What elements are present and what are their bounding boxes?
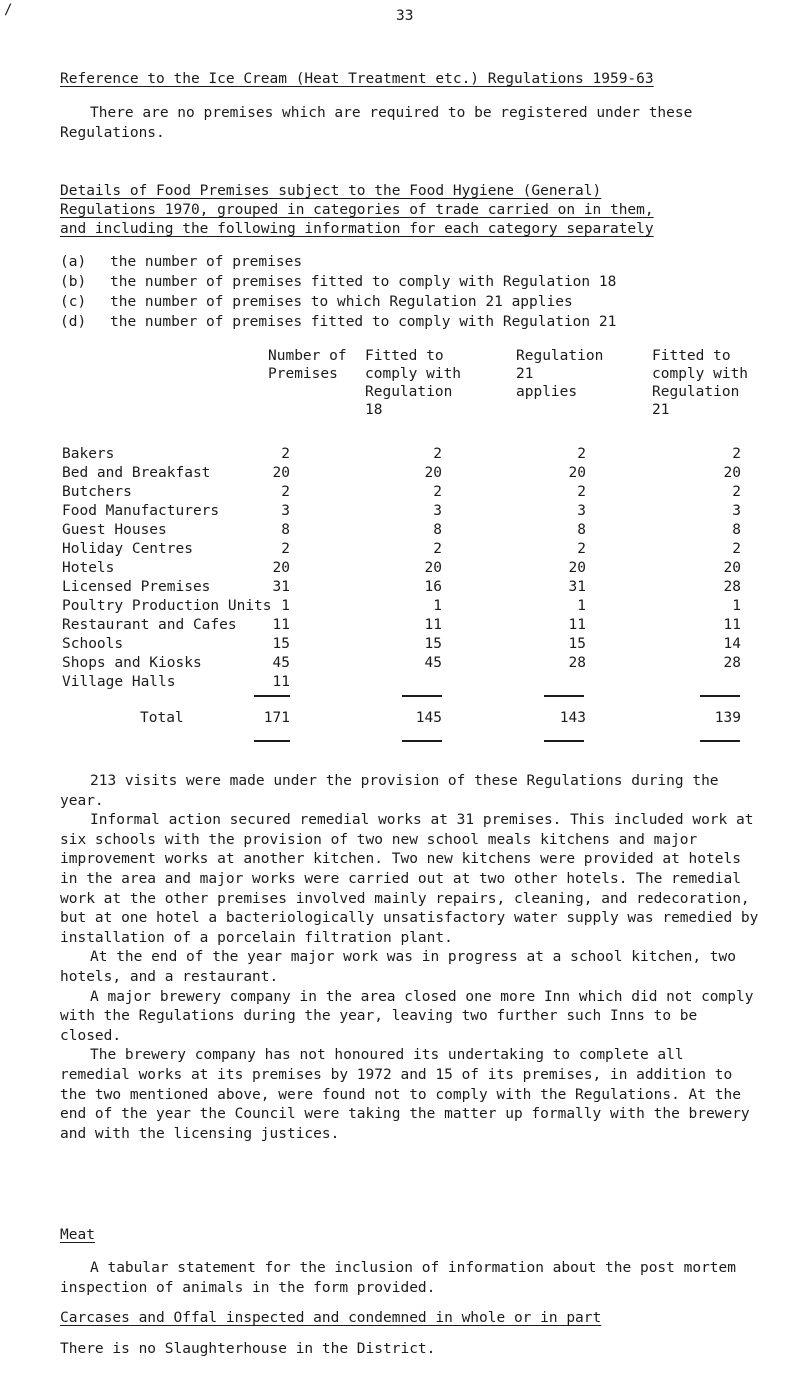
- row-category: Poultry Production Units: [62, 598, 272, 614]
- corner-mark: /: [4, 2, 13, 18]
- cell-reg21-fitted: 8: [732, 522, 741, 538]
- row-category: Hotels: [62, 560, 115, 576]
- food-hygiene-heading-line-1: Details of Food Premises subject to the Food Hygiene (General): [60, 183, 602, 199]
- carcases-text: There is no Slaughterhouse in the District.: [60, 1341, 436, 1357]
- total-label: Total: [140, 710, 184, 726]
- meat-paragraph: A tabular statement for the inclusion of information about the post mortem inspection of animals in the form provided.: [60, 1260, 737, 1296]
- cell-reg21-applies: 31: [568, 579, 586, 595]
- cell-reg18: 1: [433, 598, 442, 614]
- header-line: Regulation: [365, 384, 453, 400]
- cell-reg18: 20: [424, 560, 442, 576]
- cell-reg21-fitted: 2: [732, 541, 741, 557]
- cell-reg21-fitted: 20: [723, 465, 741, 481]
- criterion-a-letter: (a): [60, 254, 87, 270]
- header-line: applies: [516, 384, 578, 400]
- header-reg18: [365, 347, 461, 419]
- cell-reg21-applies: 2: [577, 446, 586, 462]
- cell-reg21-applies: 2: [577, 541, 586, 557]
- criterion-a-text: the number of premises: [110, 254, 303, 270]
- row-category: Village Halls: [62, 674, 176, 690]
- cell-reg21-applies: 11: [568, 617, 586, 633]
- cell-reg21-applies: 1: [577, 598, 586, 614]
- paragraph-brewery-closure: A major brewery company in the area closed one more Inn which did not comply with the Regulations during the year, leaving two further such Inns to be closed.: [60, 988, 754, 1044]
- bottom-rule-reg18: [402, 740, 442, 742]
- cell-reg18: 45: [424, 655, 442, 671]
- header-line: 21: [516, 366, 534, 382]
- cell-premises: 15: [272, 636, 290, 652]
- cell-premises: 11: [272, 617, 290, 633]
- total-reg21-fitted: 139: [714, 710, 741, 726]
- food-hygiene-heading-line-2: Regulations 1970, grouped in categories of trade carried on in them,: [60, 202, 654, 218]
- header-line: Fitted to: [652, 348, 731, 364]
- header-premises: [268, 347, 347, 383]
- cell-reg21-fitted: 28: [723, 655, 741, 671]
- cell-reg18: 8: [433, 522, 442, 538]
- ice-cream-text: [60, 104, 760, 143]
- header-line: Fitted to: [365, 348, 444, 364]
- criterion-b-text: the number of premises fitted to comply with Regulation 18: [110, 274, 617, 290]
- cell-reg21-fitted: 11: [723, 617, 741, 633]
- criterion-b-letter: (b): [60, 274, 87, 290]
- row-category: Bakers: [62, 446, 115, 462]
- cell-reg21-fitted: 20: [723, 560, 741, 576]
- ice-cream-paragraph: There are no premises which are required to be registered under these Regulations.: [60, 105, 693, 141]
- total-rule-reg21-applies: [544, 695, 584, 697]
- criterion-c-text: the number of premises to which Regulation 21 applies: [110, 294, 573, 310]
- cell-premises: 11: [272, 674, 290, 690]
- cell-premises: 20: [272, 560, 290, 576]
- row-category: Food Manufacturers: [62, 503, 220, 519]
- cell-reg21-applies: 8: [577, 522, 586, 538]
- row-category: Holiday Centres: [62, 541, 193, 557]
- cell-premises: 31: [272, 579, 290, 595]
- cell-reg18: 11: [424, 617, 442, 633]
- header-reg21-applies: [516, 347, 603, 401]
- cell-reg21-fitted: 2: [732, 446, 741, 462]
- cell-reg18: 15: [424, 636, 442, 652]
- cell-premises: 2: [281, 484, 290, 500]
- paragraph-brewery-undertaking: The brewery company has not honoured its undertaking to complete all remedial works at its premises by 1972 and 15 of its premises, in addition to the two mentioned above, were found not to comply with the Regulations. At the end of the year the Council were taking the matter up formally with the brewery and with the licensing justices.: [60, 1047, 750, 1142]
- paragraph-informal-action: Informal action secured remedial works at 31 premises. This included work at six schools with the provision of two new school meals kitchens and major improvement works at another kitchen. Two new kitchens were provided at hotels in the area and major works were carried out at two other hotels. The remedial work at the other premises involved mainly repairs, cleaning, and redecoration, but at one hotel a bacteriologically unsatisfactory water supply was remedied by installation of a porcelain filtration plant.: [60, 812, 759, 946]
- cell-reg21-applies: 15: [568, 636, 586, 652]
- cell-reg18: 20: [424, 465, 442, 481]
- total-reg18: 145: [415, 710, 442, 726]
- food-hygiene-heading-line-3: and including the following information for each category separately: [60, 221, 654, 237]
- header-line: 18: [365, 402, 383, 418]
- cell-premises: 8: [281, 522, 290, 538]
- row-category: Licensed Premises: [62, 579, 211, 595]
- cell-reg21-fitted: 14: [723, 636, 741, 652]
- regulations-commentary: [60, 772, 760, 1144]
- row-category: Butchers: [62, 484, 132, 500]
- row-category: Guest Houses: [62, 522, 167, 538]
- criterion-d-text: the number of premises fitted to comply with Regulation 21: [110, 314, 617, 330]
- cell-reg18: 2: [433, 484, 442, 500]
- header-line: Premises: [268, 366, 338, 382]
- cell-reg21-fitted: 1: [732, 598, 741, 614]
- total-premises: 171: [263, 710, 290, 726]
- total-rule-premises: [254, 695, 290, 697]
- cell-reg18: 16: [424, 579, 442, 595]
- header-reg21-fitted: [652, 347, 748, 419]
- cell-reg18: 3: [433, 503, 442, 519]
- cell-reg21-applies: 2: [577, 484, 586, 500]
- total-reg21-applies: 143: [559, 710, 586, 726]
- cell-reg21-applies: 20: [568, 465, 586, 481]
- bottom-rule-premises: [254, 740, 290, 742]
- paragraph-visits: 213 visits were made under the provision of these Regulations during the year.: [60, 773, 719, 809]
- bottom-rule-reg21-applies: [544, 740, 584, 742]
- cell-premises: 3: [281, 503, 290, 519]
- header-line: 21: [652, 402, 670, 418]
- meat-text: [60, 1259, 760, 1298]
- row-category: Restaurant and Cafes: [62, 617, 237, 633]
- cell-premises: 2: [281, 541, 290, 557]
- cell-reg21-fitted: 2: [732, 484, 741, 500]
- cell-premises: 2: [281, 446, 290, 462]
- cell-reg21-applies: 3: [577, 503, 586, 519]
- cell-reg18: 2: [433, 541, 442, 557]
- cell-reg21-fitted: 3: [732, 503, 741, 519]
- cell-premises: 1: [281, 598, 290, 614]
- row-category: Bed and Breakfast: [62, 465, 211, 481]
- total-rule-reg18: [402, 695, 442, 697]
- header-line: Regulation: [516, 348, 604, 364]
- header-line: Regulation: [652, 384, 740, 400]
- bottom-rule-reg21-fitted: [700, 740, 740, 742]
- row-category: Schools: [62, 636, 124, 652]
- cell-reg21-applies: 28: [568, 655, 586, 671]
- header-line: comply with: [652, 366, 749, 382]
- page-number: 33: [396, 8, 414, 24]
- paragraph-end-of-year: At the end of the year major work was in progress at a school kitchen, two hotels, and a restaurant.: [60, 949, 737, 985]
- cell-premises: 20: [272, 465, 290, 481]
- cell-premises: 45: [272, 655, 290, 671]
- criterion-c-letter: (c): [60, 294, 87, 310]
- ice-cream-heading: Reference to the Ice Cream (Heat Treatment etc.) Regulations 1959-63: [60, 71, 654, 87]
- header-line: comply with: [365, 366, 462, 382]
- total-rule-reg21-fitted: [700, 695, 740, 697]
- carcases-heading: Carcases and Offal inspected and condemned in whole or in part: [60, 1310, 602, 1326]
- meat-heading: Meat: [60, 1227, 95, 1243]
- header-line: Number of: [268, 348, 347, 364]
- cell-reg18: 2: [433, 446, 442, 462]
- cell-reg21-fitted: 28: [723, 579, 741, 595]
- row-category: Shops and Kiosks: [62, 655, 202, 671]
- cell-reg21-applies: 20: [568, 560, 586, 576]
- criterion-d-letter: (d): [60, 314, 87, 330]
